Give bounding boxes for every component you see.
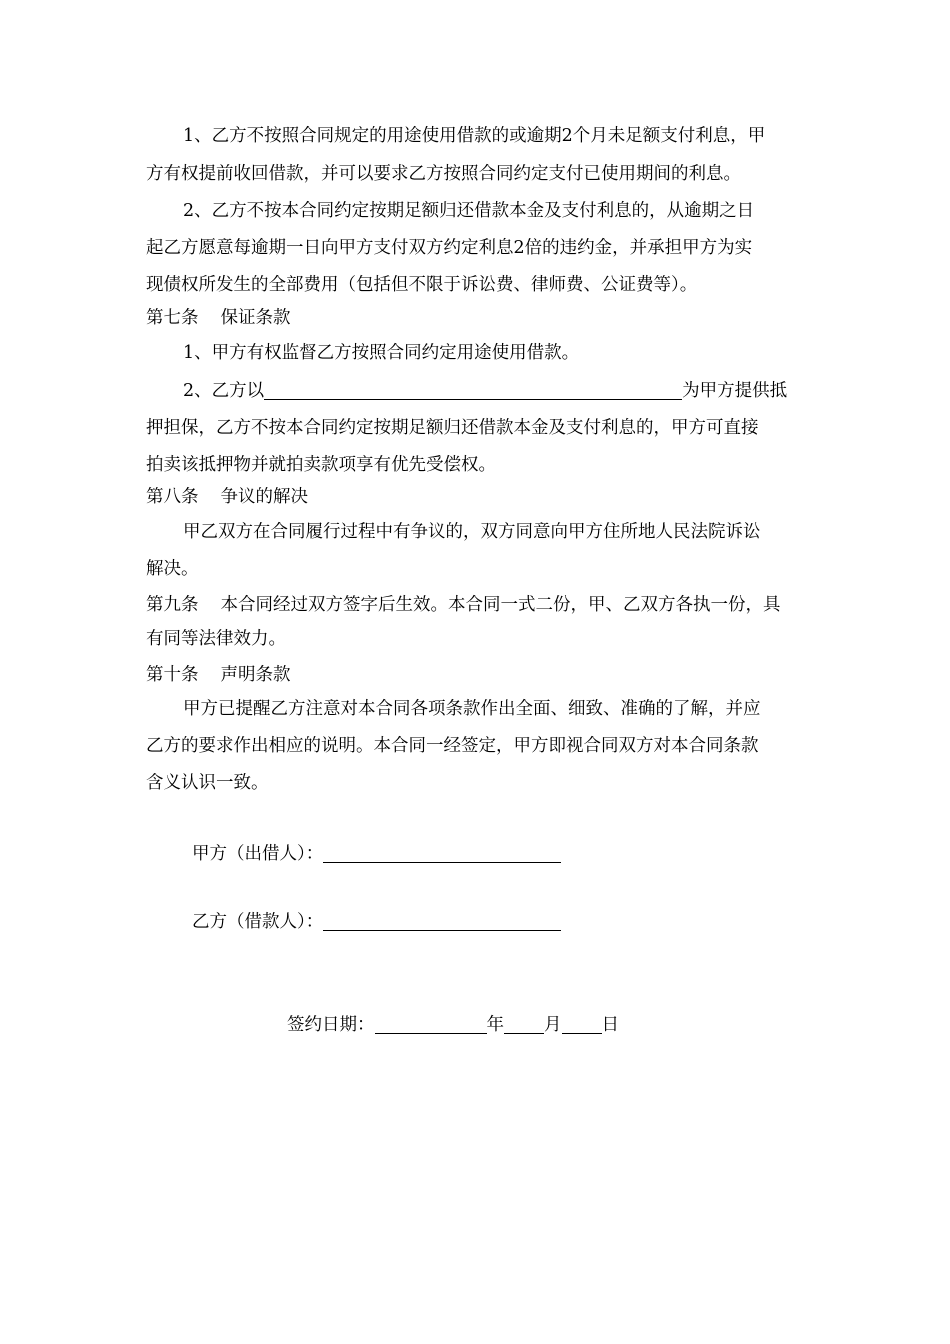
month-label: 月: [544, 1015, 562, 1035]
article-8-title: 争议的解决: [220, 487, 308, 507]
clause-6-item-2-line-2: 起乙方愿意每逾期一日向甲方支付双方约定利息2倍的违约金，并承担甲方为实: [146, 238, 753, 258]
clause-6-item-1-line-2: 方有权提前收回借款，并可以要求乙方按照合同约定支付已使用期间的利息。: [146, 164, 741, 184]
party-b-signature-row: [192, 907, 561, 937]
clause-6-item-2-line-1: 2、乙方不按本合同约定按期足额归还借款本金及支付利息的，从逾期之日: [183, 201, 755, 221]
article-8-number: 第八条: [146, 487, 199, 507]
day-field[interactable]: [562, 1013, 602, 1034]
article-10-body-line-1: 甲方已提醒乙方注意对本合同各项条款作出全面、细致、准确的了解，并应: [183, 699, 761, 719]
article-10-number: 第十条: [146, 665, 199, 685]
article-9-line-2: 有同等法律效力。: [146, 629, 286, 649]
article-7-heading: [146, 303, 810, 333]
article-10-body-line-3: 含义认识一致。: [146, 773, 269, 793]
party-b-label: 乙方（借款人）：: [192, 912, 324, 932]
year-field[interactable]: [375, 1013, 487, 1034]
clause-7-item-2-prefix: 2、乙方以: [183, 381, 265, 401]
signing-date-row: [287, 1010, 619, 1040]
article-9-body: 本合同经过双方签字后生效。本合同一式二份，甲、乙双方各执一份，具: [220, 595, 781, 615]
clause-6-item-2-line-3: 现债权所发生的全部费用（包括但不限于诉讼费、律师费、公证费等）。: [146, 275, 698, 295]
day-label: 日: [601, 1015, 619, 1035]
article-9-line-1: [146, 590, 810, 620]
party-b-signature-field[interactable]: [323, 910, 561, 931]
party-a-signature-row: [192, 839, 561, 869]
article-8-body-line-1: 甲乙双方在合同履行过程中有争议的，双方同意向甲方住所地人民法院诉讼: [183, 522, 761, 542]
article-9-number: 第九条: [146, 595, 199, 615]
clause-7-item-1: 1、甲方有权监督乙方按照合同约定用途使用借款。: [183, 343, 580, 363]
collateral-blank-field[interactable]: [264, 379, 682, 400]
article-10-body-line-2: 乙方的要求作出相应的说明。本合同一经签定，甲方即视合同双方对本合同条款: [146, 736, 759, 756]
clause-7-item-2-line-3: 拍卖该抵押物并就拍卖款项享有优先受偿权。: [146, 455, 496, 475]
article-10-heading: [146, 660, 810, 690]
party-a-label: 甲方（出借人）：: [192, 844, 324, 864]
article-8-body-line-2: 解决。: [146, 559, 199, 579]
clause-7-item-2-suffix: 为甲方提供抵: [682, 381, 788, 401]
clause-6-item-1-line-1: 1、乙方不按照合同规定的用途使用借款的或逾期2个月未足额支付利息，甲: [183, 126, 766, 146]
party-a-signature-field[interactable]: [323, 842, 561, 863]
article-10-title: 声明条款: [220, 665, 291, 685]
month-field[interactable]: [504, 1013, 544, 1034]
signing-date-label: 签约日期：: [287, 1015, 375, 1035]
article-7-title: 保证条款: [220, 308, 291, 328]
article-8-heading: [146, 482, 810, 512]
article-7-number: 第七条: [146, 308, 199, 328]
clause-7-item-2-line-1: [183, 376, 810, 406]
year-label: 年: [486, 1015, 504, 1035]
clause-7-item-2-line-2: 押担保，乙方不按本合同约定按期足额归还借款本金及支付利息的，甲方可直接: [146, 418, 759, 438]
